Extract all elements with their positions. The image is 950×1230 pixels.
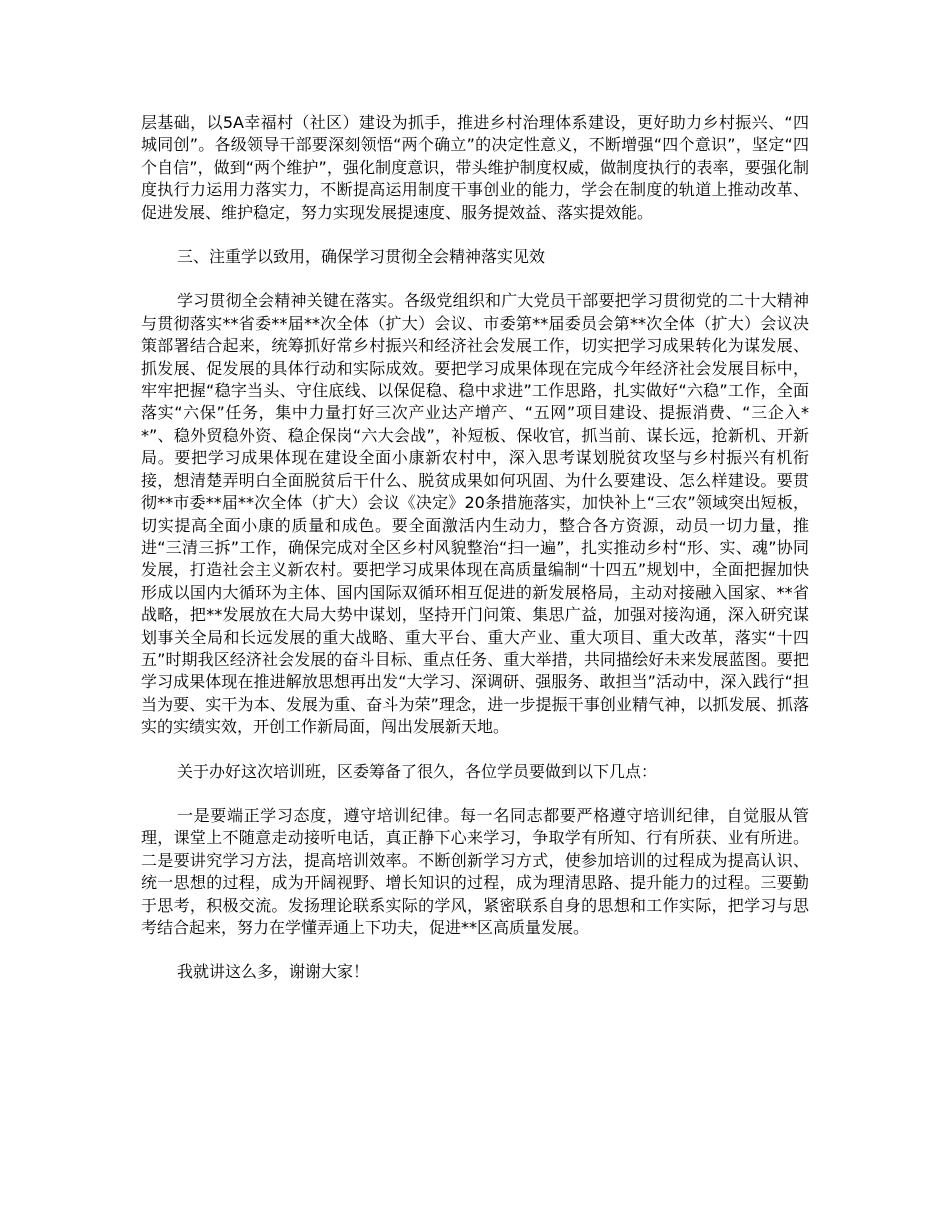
paragraph-continuation: 层基础，以5A幸福村（社区）建设为抓手，推进乡村治理体系建设，更好助力乡村振兴、“四城同创”。各级领导干部要深刻领悟“两个确立”的决定性意义，不断增强“四个意识”，坚定“四个自信”，做到“两个维护”，强化制度意识，带头维护制度权威，做制度执行的表率，要强化制度执行力运用力落实力，不断提高运用制度干事创业的能力，学会在制度的轨道上推动改革、促进发展、维护稳定，努力实现发展提速度、服务提效益、落实提效能。 (141, 113, 809, 222)
paragraph-training-intro: 关于办好这次培训班，区委筹备了很久，各位学员要做到以下几点： (177, 761, 658, 781)
section-heading-three: 三、注重学以致用，确保学习贯彻全会精神落实见效 (177, 247, 546, 267)
document-body (141, 112, 809, 1006)
paragraph-training-requirements: 一是要端正学习态度，遵守培训纪律。每一名同志都要严格遵守培训纪律，自觉服从管理，课堂上不随意走动接听电话，真正静下心来学习，争取学有所知、行有所获、业有所进。二是要讲究学习方法，提高培训效率。不断创新学习方式，使参加培训的过程成为提高认识、统一思想的过程，成为开阔视野、增长知识的过程，成为理清思路、提升能力的过程。三要勤于思考，积极交流。发扬理论联系实际的学风，紧密联系自身的思想和工作实际，把学习与思考结合起来，努力在学懂弄通上下功夫，促进**区高质量发展。 (141, 805, 809, 937)
paragraph-closing: 我就讲这么多，谢谢大家！ (177, 962, 370, 982)
paragraph-implementation: 学习贯彻全会精神关键在落实。各级党组织和广大党员干部要把学习贯彻党的二十大精神与贯彻落实**省委**届**次全体（扩大）会议、市委第**届委员会第**次全体（扩大）会议决策部署结合起来，统筹抓好常乡村振兴和经济社会发展工作，切实把学习成果转化为谋发展、抓发展、促发展的具体行动和实际成效。要把学习成果体现在完成今年经济社会发展目标中，牢牢把握“稳字当头、守住底线、以保促稳、稳中求进”工作思路，扎实做好“六稳”工作，全面落实“六保”任务，集中力量打好三次产业达产增产、“五网”项目建设、提振消费、“三企入**”、稳外贸稳外资、稳企保岗“六大会战”，补短板、保收官，抓当前、谋长远，抢新机、开新局。要把学习成果体现在建设全面小康新农村中，深入思考谋划脱贫攻坚与乡村振兴有机衔接，想清楚弄明白全面脱贫后干什么、脱贫成果如何巩固、为什么要建设、怎么样建设。要贯彻**市委**届**次全体（扩大）会议《决定》20条措施落实，加快补上“三农”领域突出短板，切实提高全面小康的质量和成色。要全面激活内生动力，整合各方资源，动员一切力量，推进“三清三拆”工作，确保完成对全区乡村风貌整治“扫一遍”，扎实推动乡村“形、实、魂”协同发展，打造社会主义新农村。要把学习成果体现在高质量编制“十四五”规划中，全面把握加快形成以国内大循环为主体、国内国际双循环相互促进的新发展格局，主动对接融入国家、**省战略，把**发展放在大局大势中谋划，坚持开门问策、集思广益，加强对接沟通，深入研究谋划事关全局和长远发展的重大战略、重大平台、重大产业、重大项目、重大改革，落实“十四五”时期我区经济社会发展的奋斗目标、重点任务、重大举措，共同描绘好未来发展蓝图。要把学习成果体现在推进解放思想再出发“大学习、深调研、强服务、敢担当”活动中，深入践行“担当为要、实干为本、发展为重、奋斗为荣”理念，进一步提振干事创业精气神，以抓发展、抓落实的实绩实效，开创工作新局面，闯出发展新天地。 (141, 291, 809, 737)
